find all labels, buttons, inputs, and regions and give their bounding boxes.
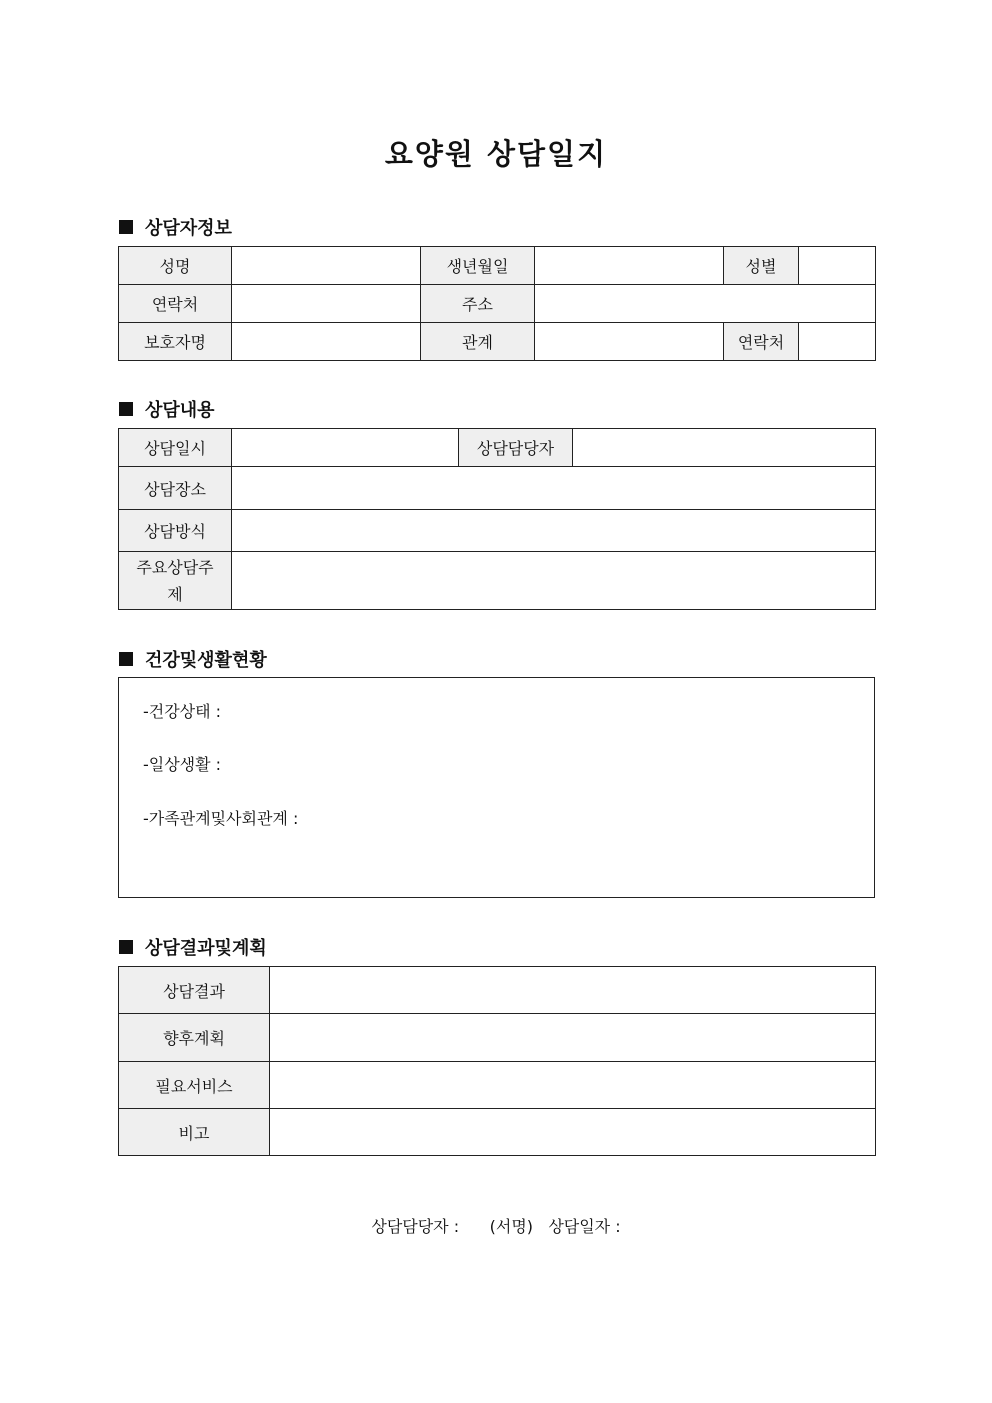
guardian-field[interactable]: [232, 323, 421, 361]
footer-counselor: 상담담당자 :: [371, 1217, 460, 1236]
signature-footer: [0, 1214, 992, 1237]
services-label: 필요서비스: [119, 1062, 270, 1109]
gender-label: 성별: [724, 247, 799, 285]
topic-field[interactable]: [232, 552, 876, 610]
square-bullet-icon: [119, 402, 133, 416]
name-label: 성명: [119, 247, 232, 285]
section-heading-health: [119, 646, 267, 672]
section-heading-result: [119, 934, 267, 960]
guardian-label: 보호자명: [119, 323, 232, 361]
table-row: [119, 429, 876, 467]
relations-line: -가족관계및사회관계 :: [143, 809, 299, 828]
place-label: 상담장소: [119, 467, 232, 510]
table-row: [119, 510, 876, 552]
counselor-field[interactable]: [573, 429, 876, 467]
square-bullet-icon: [119, 220, 133, 234]
guardian-contact-label: 연락처: [724, 323, 799, 361]
table-row: [119, 1109, 876, 1156]
method-field[interactable]: [232, 510, 876, 552]
section-title: 상담내용: [145, 400, 215, 421]
square-bullet-icon: [119, 940, 133, 954]
section-heading-consultation: [119, 396, 215, 422]
birth-label: 생년월일: [421, 247, 535, 285]
daily-life-line: -일상생활 :: [143, 755, 222, 774]
page-title: 요양원 상담일지: [384, 137, 608, 171]
place-field[interactable]: [232, 467, 876, 510]
address-label: 주소: [421, 285, 535, 323]
section-heading-client-info: [119, 214, 232, 240]
contact-field[interactable]: [232, 285, 421, 323]
result-field[interactable]: [270, 967, 876, 1014]
table-row: [119, 552, 876, 610]
name-field[interactable]: [232, 247, 421, 285]
counselor-label: 상담담당자: [459, 429, 573, 467]
table-row: [119, 247, 876, 285]
contact-label: 연락처: [119, 285, 232, 323]
table-row: [119, 285, 876, 323]
footer-signature: (서명): [489, 1217, 534, 1236]
datetime-field[interactable]: [232, 429, 459, 467]
plan-label: 향후계획: [119, 1014, 270, 1062]
health-life-box[interactable]: [118, 677, 875, 898]
birth-field[interactable]: [535, 247, 724, 285]
guardian-contact-field[interactable]: [799, 323, 876, 361]
consultation-table: [118, 428, 876, 610]
section-title: 상담결과및계획: [145, 938, 267, 959]
table-row: [119, 1062, 876, 1109]
section-title: 건강및생활현황: [145, 650, 267, 671]
table-row: [119, 323, 876, 361]
datetime-label: 상담일시: [119, 429, 232, 467]
services-field[interactable]: [270, 1062, 876, 1109]
section-title: 상담자정보: [145, 218, 232, 239]
result-table: [118, 966, 876, 1156]
relation-label: 관계: [421, 323, 535, 361]
result-label: 상담결과: [119, 967, 270, 1014]
remarks-field[interactable]: [270, 1109, 876, 1156]
remarks-label: 비고: [119, 1109, 270, 1156]
table-row: [119, 967, 876, 1014]
plan-field[interactable]: [270, 1014, 876, 1062]
client-info-table: [118, 246, 876, 361]
table-row: [119, 1014, 876, 1062]
gender-field[interactable]: [799, 247, 876, 285]
address-field[interactable]: [535, 285, 876, 323]
relation-field[interactable]: [535, 323, 724, 361]
topic-label: 주요상담주제: [119, 552, 232, 610]
footer-date: 상담일자 :: [548, 1217, 621, 1236]
health-status-line: -건강상태 :: [143, 702, 222, 721]
method-label: 상담방식: [119, 510, 232, 552]
square-bullet-icon: [119, 652, 133, 666]
table-row: [119, 467, 876, 510]
